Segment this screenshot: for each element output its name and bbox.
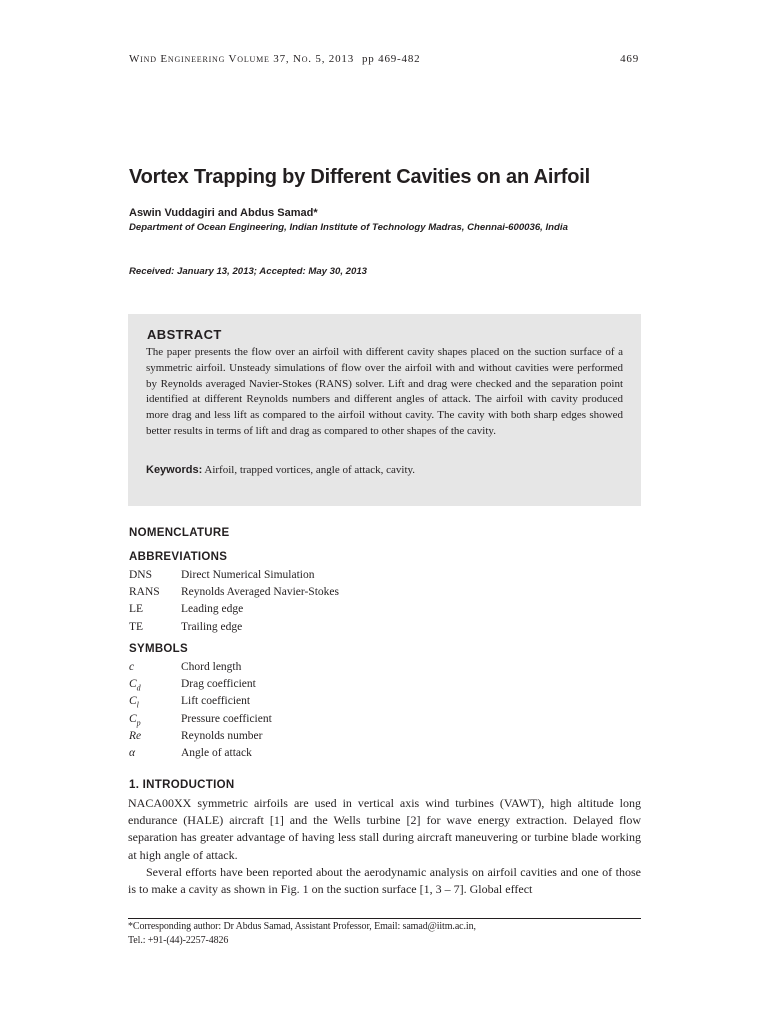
received-dates: Received: January 13, 2013; Accepted: May 30, 2013 xyxy=(129,266,368,277)
paragraph: NACA00XX symmetric airfoils are used in vertical axis wind turbines (VAWT), high altitude long endurance (HALE) aircraft [1] and the Wells turbine [2] for wave energy extraction. Delayed flow separation has greater advantage of having less stall during aircraft maneuvering or turbine blade working at high angle of attack. xyxy=(128,796,641,862)
abbr-value: Leading edge xyxy=(181,603,244,616)
symbols-heading: SYMBOLS xyxy=(129,643,188,655)
symbol-key: c xyxy=(129,661,135,673)
affiliation: Department of Ocean Engineering, Indian Institute of Technology Madras, Chennai-600036, India xyxy=(129,222,568,233)
symbol-key: α xyxy=(129,746,136,759)
page-range: pp 469-482 xyxy=(362,53,421,65)
symbol-value: Pressure coefficient xyxy=(181,712,272,725)
symbol-key: $C_p$ xyxy=(129,712,141,727)
abbr-value: Direct Numerical Simulation xyxy=(181,569,315,581)
list-item xyxy=(129,693,529,710)
list-item xyxy=(129,601,529,618)
abstract-text: The paper presents the flow over an airfoil with different cavity shapes placed on the suction surface of a symmetric airfoil. Unsteady simulations of flow over the airfoil with and without cavities were performed by Reynolds averaged Navier-Stokes (RANS) solver. Lift and drag were checked and the separation point identified at different Reynolds numbers and different angles of attack. The airfoil with cavity produced more drag and less lift as compared to the airfoil without cavity. The cavity with both sharp edges showed better results in terms of lift and drag as compared to other shapes of the cavity. xyxy=(146,346,623,437)
introduction-body xyxy=(128,795,641,898)
author-list: Aswin Vuddagiri and Abdus Samad* xyxy=(129,207,318,219)
symbol-value: Lift coefficient xyxy=(181,695,251,708)
abbr-key: RANS xyxy=(129,586,160,599)
journal-citation: Wind Engineering Volume 37, No. 5, 2013 xyxy=(129,53,355,65)
list-item xyxy=(129,745,529,762)
symbol-key: $C_d$ xyxy=(129,678,141,693)
symbol-value: Reynolds number xyxy=(181,729,263,742)
symbols-list xyxy=(129,659,529,762)
abbr-value: Reynolds Averaged Navier-Stokes xyxy=(181,586,339,599)
page-number: 469 xyxy=(620,53,639,65)
list-item xyxy=(129,676,529,693)
footnote xyxy=(128,920,648,948)
abbr-key: LE xyxy=(129,603,144,616)
list-item xyxy=(129,659,529,676)
keywords-text: Airfoil, trapped vortices, angle of attack, cavity. xyxy=(202,464,416,476)
introduction-heading: 1. INTRODUCTION xyxy=(129,779,235,791)
footnote-line: Tel.: +91-(44)-2257-4826 xyxy=(128,935,229,946)
symbol-value: Drag coefficient xyxy=(181,678,256,691)
keywords-label: Keywords: xyxy=(146,464,203,476)
symbol-key: Re xyxy=(129,729,142,742)
abstract-heading: ABSTRACT xyxy=(147,327,222,342)
list-item xyxy=(129,619,529,636)
symbol-key: $C_l$ xyxy=(129,695,139,710)
abstract-box xyxy=(128,314,641,506)
list-item xyxy=(129,567,529,584)
abbreviations-list xyxy=(129,567,529,636)
symbol-value: Chord length xyxy=(181,661,242,673)
footnote-divider xyxy=(128,918,641,919)
paragraph: Several efforts have been reported about the aerodynamic analysis on airfoil cavities and one of those is to make a cavity as shown in Fig. 1 on the suction surface [1, 3 – 7]. Global effect xyxy=(128,864,641,897)
list-item xyxy=(129,711,529,728)
keywords xyxy=(146,464,623,476)
abbreviations-heading: ABBREVIATIONS xyxy=(129,551,228,563)
abbr-key: TE xyxy=(129,620,144,633)
footnote-line: *Corresponding author: Dr Abdus Samad, Assistant Professor, Email: samad@iitm.ac.in, xyxy=(128,921,476,932)
list-item xyxy=(129,584,529,601)
nomenclature-heading: NOMENCLATURE xyxy=(129,527,230,539)
list-item xyxy=(129,728,529,745)
abbr-value: Trailing edge xyxy=(181,620,243,633)
symbol-value: Angle of attack xyxy=(181,746,252,759)
paper-title: Vortex Trapping by Different Cavities on an Airfoil xyxy=(129,166,590,188)
abbr-key: DNS xyxy=(129,569,153,581)
